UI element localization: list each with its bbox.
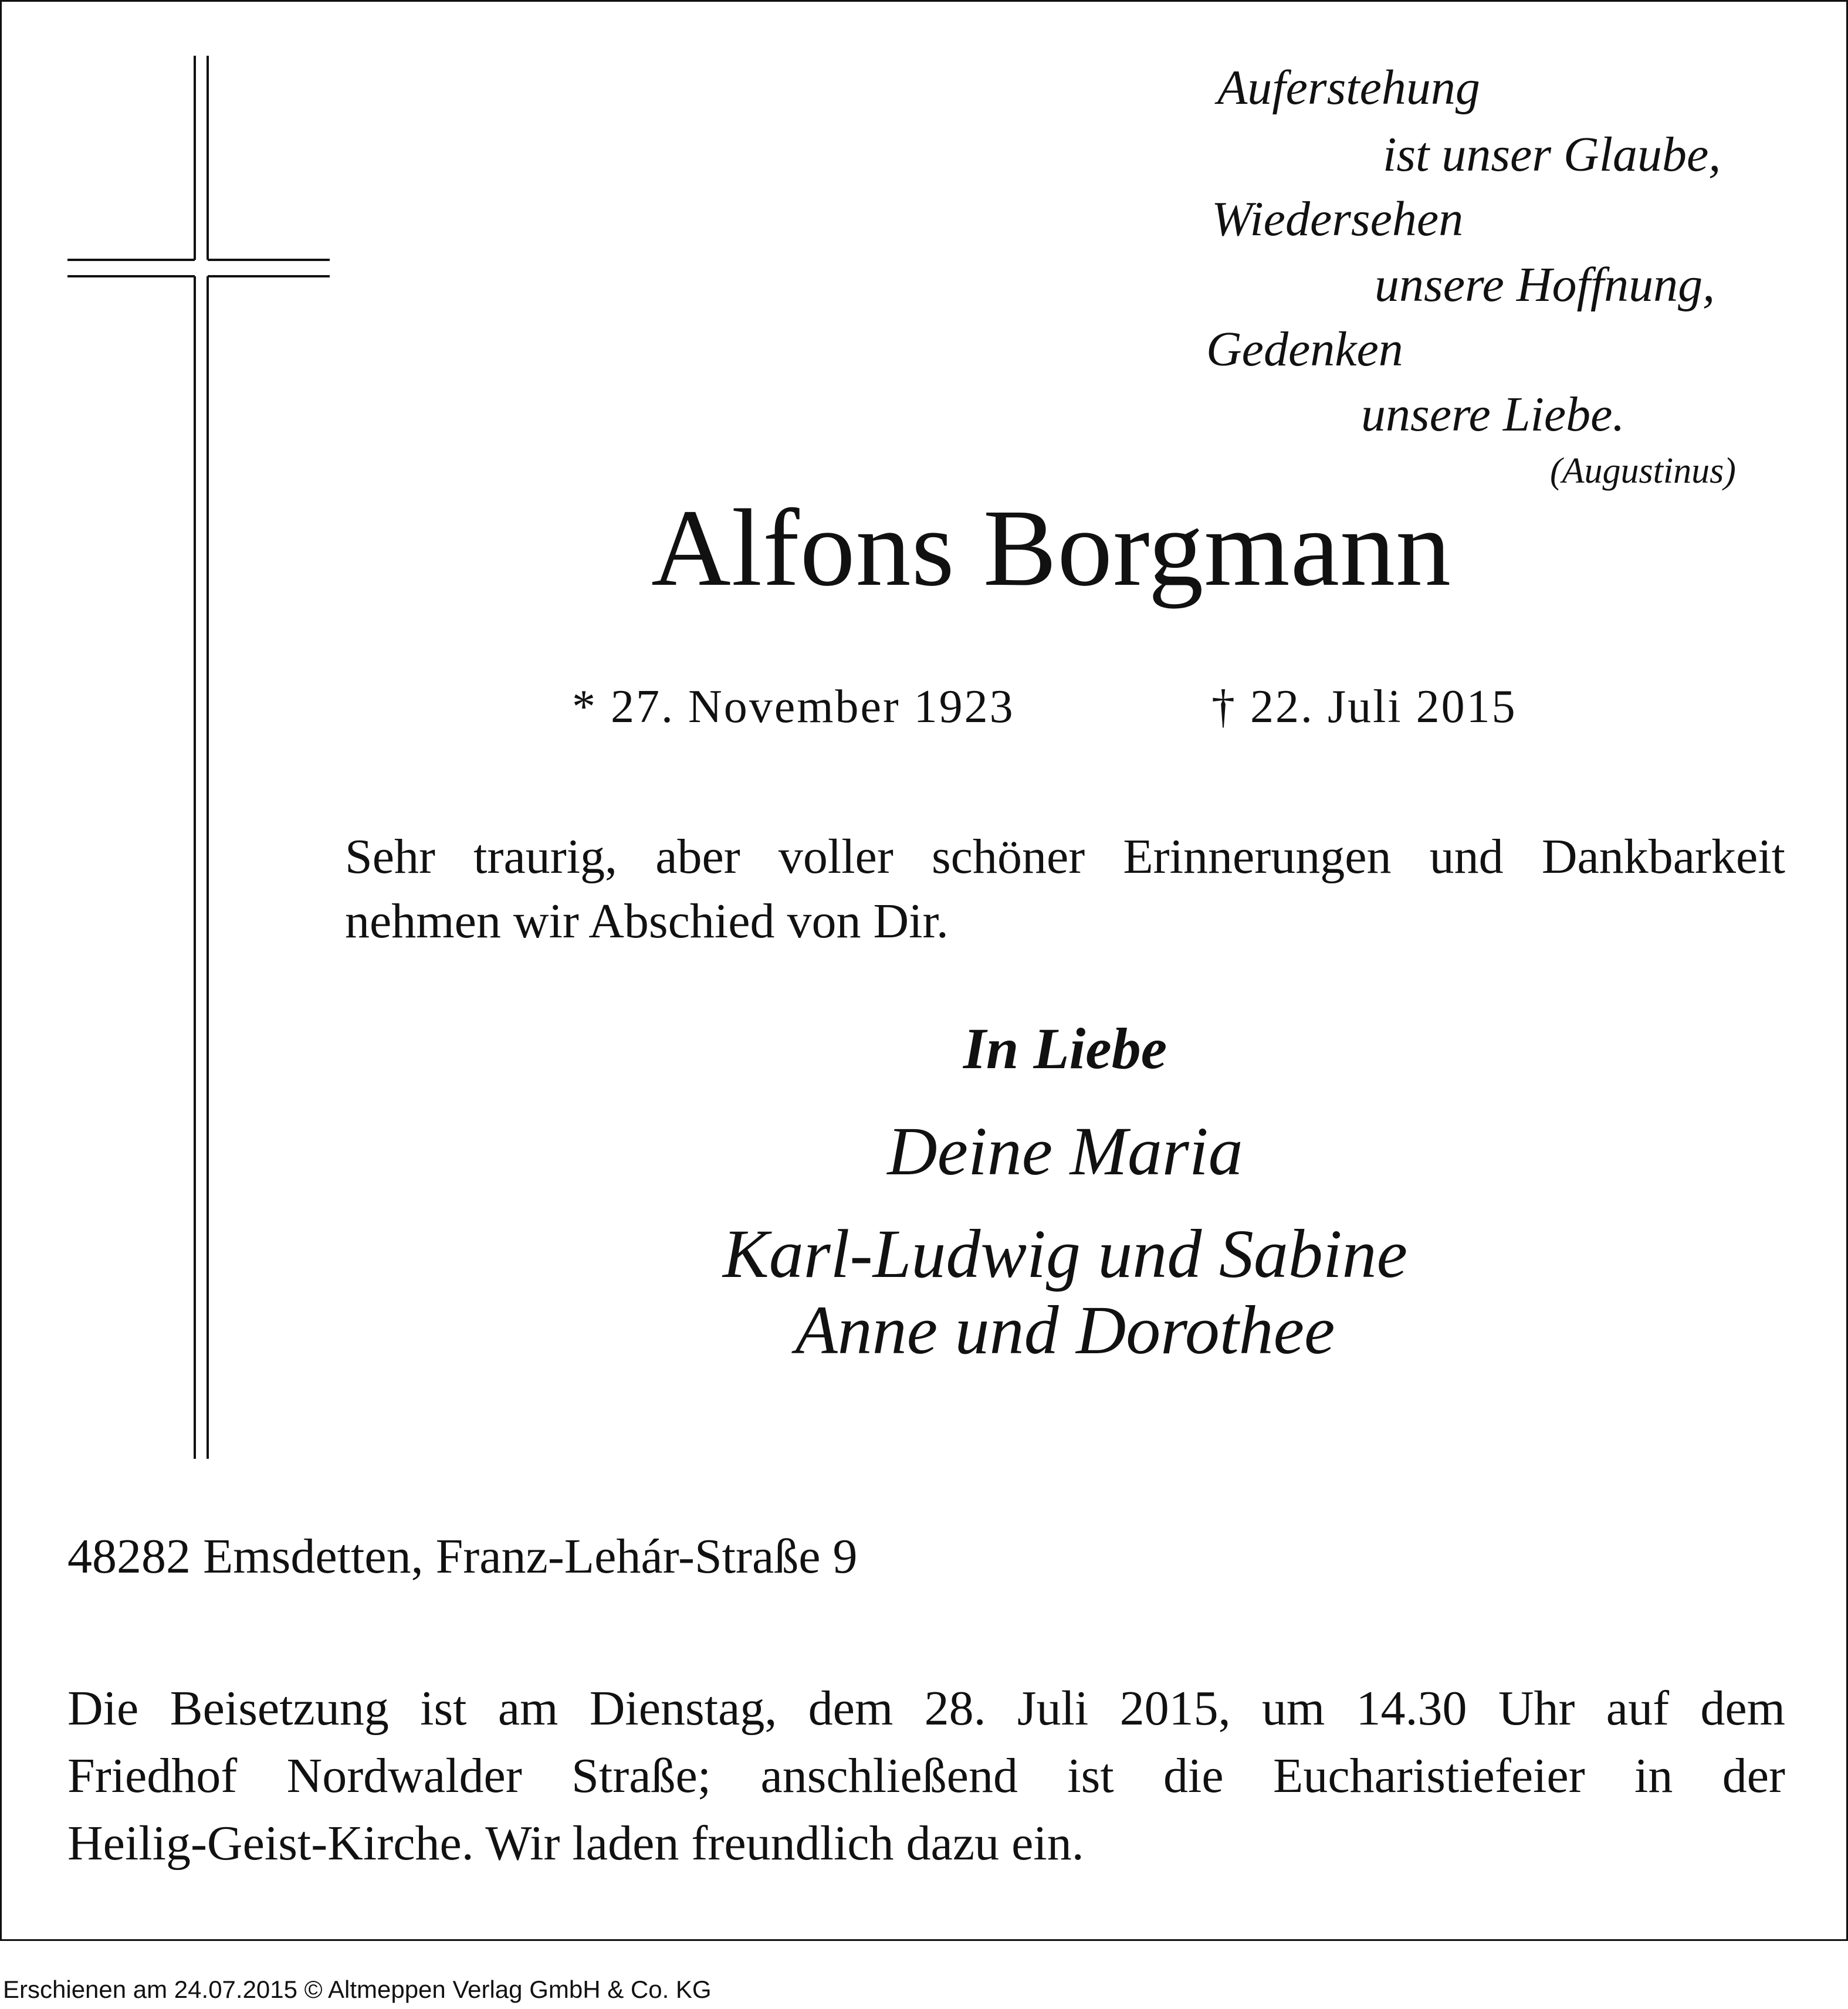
burial-notice (67, 1675, 1785, 1877)
farewell-line: Sehr traurig, aber voller schöner Erinnerungen und Dankbarkeit (345, 829, 1785, 884)
poem-line: Wiedersehen (1211, 192, 1464, 246)
deceased-name: Alfons Borgmann (651, 486, 1452, 609)
burial-line: Heilig-Geist-Kirche. Wir laden freundlich dazu ein. (67, 1816, 1084, 1871)
mourner-name: Karl-Ludwig und Sabine (723, 1215, 1407, 1292)
mourner-name: Anne und Dorothee (795, 1292, 1335, 1368)
poem-line: unsere Liebe. (1361, 387, 1625, 442)
family-address: 48282 Emsdetten, Franz-Lehár-Straße 9 (67, 1529, 858, 1584)
publication-footer: Erschienen am 24.07.2015 © Altmeppen Verlag GmbH & Co. KG (3, 1976, 712, 2003)
mourner-name: Deine Maria (887, 1113, 1243, 1190)
farewell-line: nehmen wir Abschied von Dir. (345, 894, 949, 948)
poem-line: Auferstehung (1217, 60, 1480, 115)
poem-line: ist unser Glaube, (1383, 127, 1721, 182)
poem-attribution: (Augustinus) (1550, 451, 1736, 491)
burial-line: Die Beisetzung ist am Dienstag, dem 28. Juli 2015, um 14.30 Uhr auf dem (67, 1681, 1785, 1736)
cross-icon (65, 56, 334, 1463)
death-date: † 22. Juli 2015 (1211, 681, 1517, 733)
farewell-message (345, 825, 1785, 954)
burial-line: Friedhof Nordwalder Straße; anschließend ist die Eucharistiefeier in der (67, 1749, 1785, 1803)
in-love-heading: In Liebe (963, 1016, 1167, 1081)
poem-line: unsere Hoffnung, (1375, 258, 1715, 312)
poem-line: Gedenken (1206, 322, 1403, 377)
birth-date: * 27. November 1923 (572, 681, 1015, 733)
